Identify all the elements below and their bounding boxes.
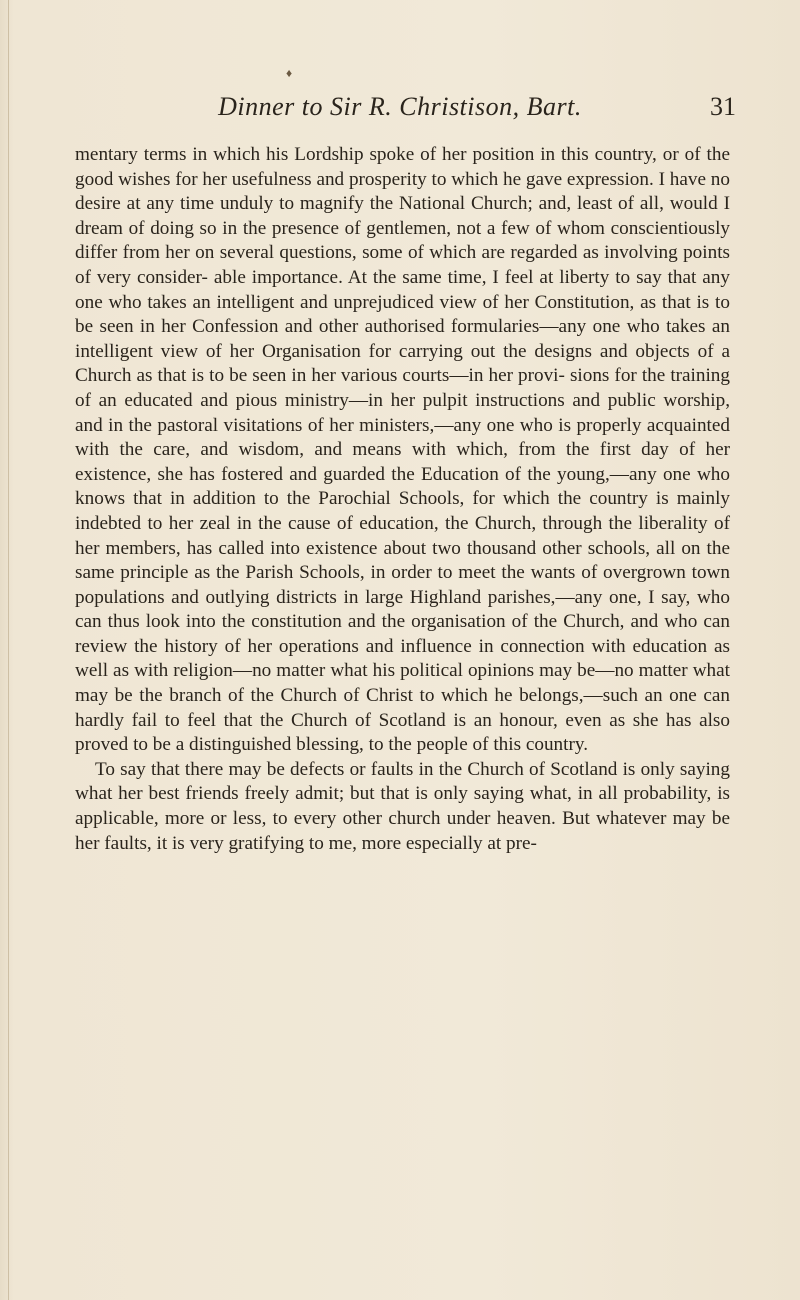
paragraph-2: To say that there may be defects or faults in the Church of Scotland is only saying what her best friends freely admit; but that is only saying what, in all probability, is applicable, more or less, to every other church under heaven. But whatever may be her faults, it is very gratifying to me, more especially at pre- bbox=[75, 758, 730, 854]
page-number: 31 bbox=[710, 92, 736, 121]
running-title-part-2: to bbox=[301, 92, 324, 121]
printer-mark-icon: ♦ bbox=[286, 66, 293, 80]
running-title-part-3: Sir R. Christison, Bart. bbox=[330, 92, 582, 121]
running-title-part-1: Dinner bbox=[218, 92, 295, 121]
page-header bbox=[0, 92, 800, 132]
page-gutter bbox=[8, 0, 9, 1300]
body-text bbox=[75, 143, 730, 856]
paragraph-1: mentary terms in which his Lordship spoke of her position in this country, or of the good wishes for her usefulness and prosperity to which he gave expression. I have no desire at any time unduly to magnify the National Church; and, least of all, would I dream of doing so in the presence of gentlemen, not a few of whom conscientiously differ from her on several questions, some of which are regarded as involving points of very consider- able importance. At the same time, I feel at liberty to say that any one who takes an intelligent and unprejudiced view of her Constitution, as that is to be seen in her Confession and other authorised formularies—any one who takes an intelligent view of her Organisation for carrying out the designs and objects of a Church as that is to be seen in her various courts—in her provi- sions for the training of an educated and pious ministry—in her pulpit instructions and public worship, and in the pastoral visitations of her ministers,—any one who is properly acquainted with the care, and wisdom, and means with which, from the first day of her existence, she has fostered and guarded the Education of the young,—any one who knows that in addition to the Parochial Schools, for which the country is mainly indebted to her zeal in the cause of education, the Church, through the liberality of her members, has called into existence about two thousand other schools, all on the same principle as the Parish Schools, in order to meet the wants of overgrown town populations and outlying districts in large Highland parishes,—any one, I say, who can thus look into the constitution and the organisation of the Church, and who can review the history of her operations and influence in connection with education as well as with religion—no matter what his political opinions may be—no matter what may be the branch of the Church of Christ to which he belongs,—such an one can hardly fail to feel that the Church of Scotland is an honour, even as she has also proved to be a distinguished blessing, to the people of this country. bbox=[75, 144, 730, 756]
running-title bbox=[0, 92, 800, 122]
